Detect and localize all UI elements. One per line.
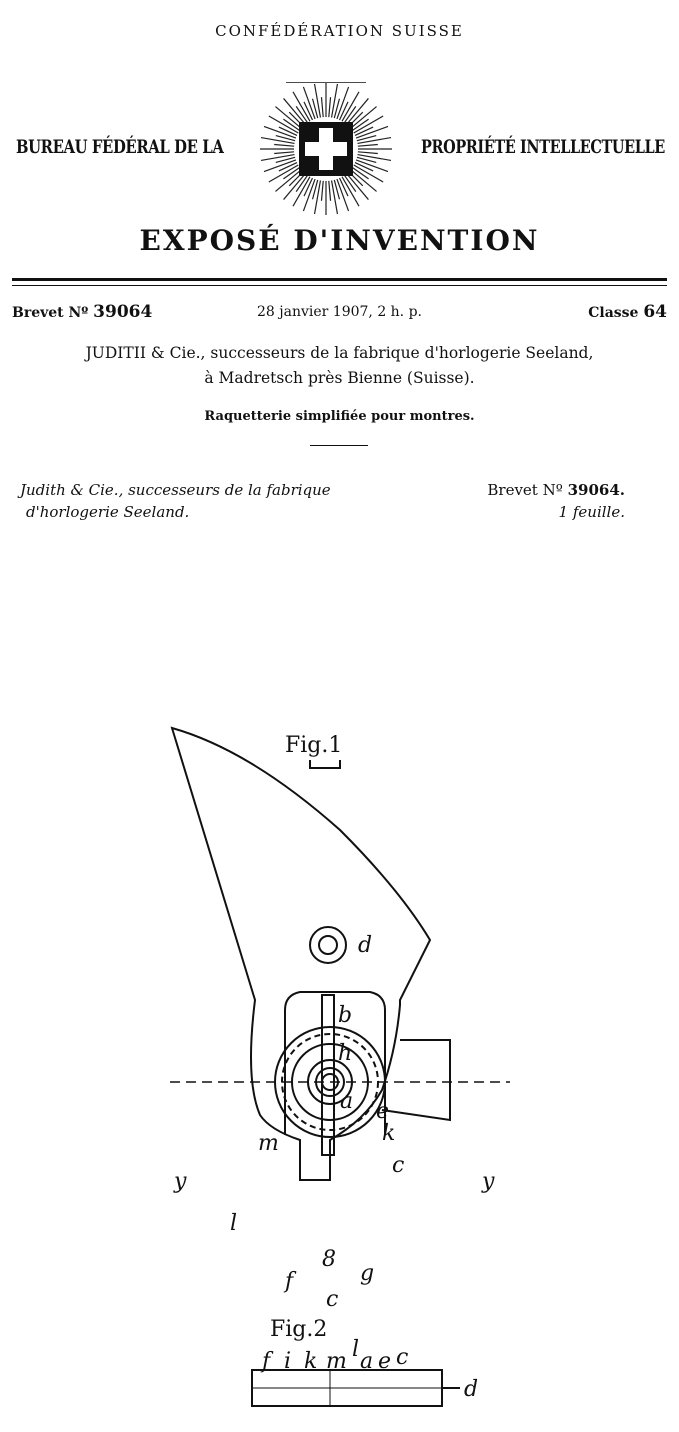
plate-brevet-number: 39064. — [567, 481, 625, 499]
emblem-ray — [269, 165, 298, 182]
bureau-right-text: PROPRIÉTÉ INTELLECTUELLE — [421, 136, 665, 158]
emblem-ray — [351, 107, 377, 129]
swiss-cross-emblem — [226, 82, 426, 222]
plate-brevet-label: Brevet Nº — [487, 481, 563, 499]
emblem-ray — [347, 174, 369, 200]
fig2-label-f: f — [262, 1349, 271, 1374]
brevet-number-value: 39064 — [93, 302, 153, 322]
emblem-ray — [321, 181, 323, 201]
bureau-left-text: BUREAU FÉDÉRAL DE LA — [16, 136, 224, 158]
holder-line-2: à Madretsch près Bienne (Suisse). — [204, 369, 475, 387]
emblem-ray — [332, 181, 338, 214]
emblem-ray — [358, 155, 391, 161]
label-a: a — [340, 1089, 354, 1114]
emblem-ray — [332, 84, 338, 117]
label-y-left: y — [174, 1169, 187, 1194]
page-title: EXPOSÉ D'INVENTION — [139, 224, 540, 257]
label-b: b — [338, 1003, 353, 1028]
classe-number-value: 64 — [643, 302, 667, 322]
confederation-heading: CONFÉDÉRATION SUISSE — [215, 22, 464, 40]
fig2-label-k: k — [304, 1349, 318, 1374]
emblem-ray — [358, 144, 378, 146]
fig2-label-l: l — [352, 1337, 360, 1362]
section-divider — [310, 445, 368, 446]
emblem-ray — [329, 97, 331, 117]
emblem-ray — [351, 170, 377, 192]
emblem-ray — [274, 144, 294, 146]
emblem-ray — [342, 177, 359, 206]
emblem-ray — [274, 152, 294, 154]
plate-caption-right-2: 1 feuille. — [558, 503, 625, 521]
emblem-ray — [329, 181, 331, 201]
emblem-ray — [293, 92, 310, 121]
fig2-label-m: m — [326, 1349, 347, 1374]
emblem-ray — [284, 98, 306, 124]
fig2-label-a: a — [360, 1349, 374, 1374]
label-f: f — [285, 1269, 294, 1294]
emblem-ray — [358, 152, 378, 154]
emblem-ray — [261, 138, 294, 144]
plate-caption-right-1 — [487, 481, 625, 499]
label-e: e — [376, 1099, 390, 1124]
fig2-label: Fig.2 — [270, 1317, 328, 1342]
emblem-ray — [275, 170, 301, 192]
label-g: g — [360, 1261, 375, 1286]
emblem-ray — [342, 92, 359, 121]
emblem-ray — [275, 107, 301, 129]
emblem-ray — [354, 165, 383, 182]
emblem-ray — [315, 84, 321, 117]
plate-caption-left-1: Judith & Cie., successeurs de la fabrique — [20, 481, 331, 499]
emblem-ray — [293, 177, 310, 206]
fig1-label: Fig.1 — [285, 733, 343, 758]
fig2-label-e: e — [378, 1349, 392, 1374]
emblem-ray — [261, 155, 294, 161]
label-k: k — [382, 1121, 396, 1146]
label-y-right: y — [482, 1169, 495, 1194]
label-8: 8 — [322, 1247, 336, 1272]
label-l: l — [230, 1211, 238, 1236]
emblem-ray — [354, 116, 383, 133]
label-d: d — [358, 933, 373, 958]
label-m: m — [258, 1131, 279, 1156]
fig2-label-d: d — [464, 1377, 479, 1402]
label-c-bottom: c — [326, 1287, 339, 1312]
fig2-drawing — [252, 1370, 460, 1406]
emblem-ray — [358, 138, 391, 144]
technical-drawing — [160, 720, 540, 1425]
emblem-ray — [315, 181, 321, 214]
label-c: c — [392, 1153, 405, 1178]
header-rule-thin — [12, 285, 667, 286]
brevet-label: Brevet Nº — [12, 305, 89, 321]
holder-line-1: JUDITII & Cie., successeurs de la fabrique d'horlogerie Seeland, — [85, 344, 594, 362]
emblem-ray — [284, 174, 306, 200]
label-h: h — [338, 1041, 353, 1066]
invention-subtitle: Raquetterie simplifiée pour montres. — [204, 409, 475, 424]
patent-date: 28 janvier 1907, 2 h. p. — [257, 304, 422, 320]
classe-label: Classe — [588, 305, 639, 321]
plate-caption-left-2: d'horlogerie Seeland. — [26, 503, 190, 521]
emblem-ray — [269, 116, 298, 133]
fig2-label-i: i — [284, 1349, 292, 1374]
emblem-ray — [321, 97, 323, 117]
classe — [588, 302, 667, 322]
fig2-label-c: c — [396, 1345, 409, 1370]
emblem-ray — [347, 98, 369, 124]
header-rule-thick — [12, 278, 667, 281]
